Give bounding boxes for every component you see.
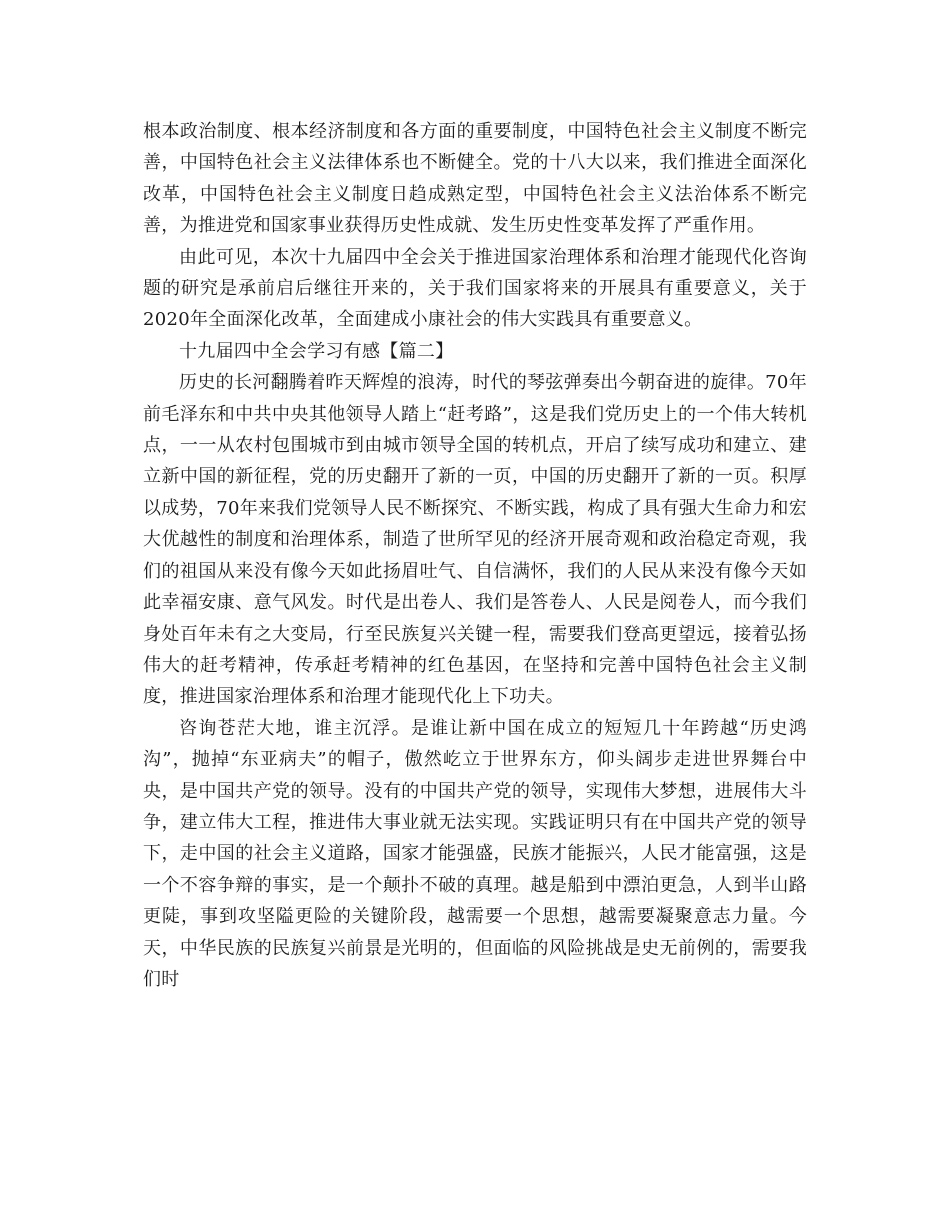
paragraph-4: 咨询苍茫大地，谁主沉浮。是谁让新中国在成立的短短几十年跨越“历史鸿沟”，抛掉“东亚病夫”的帽子，傲然屹立于世界东方，仰头阔步走进世界舞台中央，是中国共产党的领导。没有的中国共产党的领导，实现伟大梦想，进展伟大斗争，建立伟大工程，推进伟大事业就无法实现。实践证明只有在中国共产党的领导下，走中国的社会主义道路，国家才能强盛，民族才能振兴，人民才能富强，这是一个不容争辩的事实，是一个颠扑不破的真理。越是船到中漂泊更急，人到半山路更陡，事到攻坚隘更险的关键阶段，越需要一个思想，越需要凝聚意志力量。今天，中华民族的民族复兴前景是光明的，但面临的风险挑战是史无前例的，需要我们时 xyxy=(143,717,807,990)
paragraph-2: 由此可见，本次十九届四中全会关于推进国家治理体系和治理才能现代化咨询题的研究是承前启后继往开来的，关于我们国家将来的开展具有重要意义，关于2020年全面深化改革，全面建成小康社会的伟大实践具有重要意义。 xyxy=(143,246,807,331)
paragraph-1: 根本政治制度、根本经济制度和各方面的重要制度，中国特色社会主义制度不断完善，中国特色社会主义法律体系也不断健全。党的十八大以来，我们推进全面深化改革，中国特色社会主义制度日趋成熟定型，中国特色社会主义法治体系不断完善，为推进党和国家事业获得历史性成就、发生历史性变革发挥了严重作用。 xyxy=(143,121,807,237)
paragraph-3: 历史的长河翻腾着昨天辉煌的浪涛，时代的琴弦弹奏出今朝奋进的旋律。70年前毛泽东和中共中央其他领导人踏上“赶考路”，这是我们党历史上的一个伟大转机点，一一从农村包围城市到由城市领导全国的转机点，开启了续写成功和建立、建立新中国的新征程，党的历史翻开了新的一页，中国的历史翻开了新的一页。积厚以成势，70年来我们党领导人民不断探究、不断实践，构成了具有强大生命力和宏大优越性的制度和治理体系，制造了世所罕见的经济开展奇观和政治稳定奇观，我们的祖国从来没有像今天如此扬眉吐气、自信满怀，我们的人民从来没有像今天如此幸福安康、意气风发。时代是出卷人、我们是答卷人、人民是阅卷人，而今我们身处百年未有之大变局，行至民族复兴关键一程，需要我们登高更望远，接着弘扬伟大的赶考精神，传承赶考精神的红色基因，在坚持和完善中国特色社会主义制度，推进国家治理体系和治理才能现代化上下功夫。 xyxy=(143,372,808,708)
section-heading: 十九届四中全会学习有感【篇二】 xyxy=(179,340,454,362)
document-body xyxy=(143,116,807,995)
